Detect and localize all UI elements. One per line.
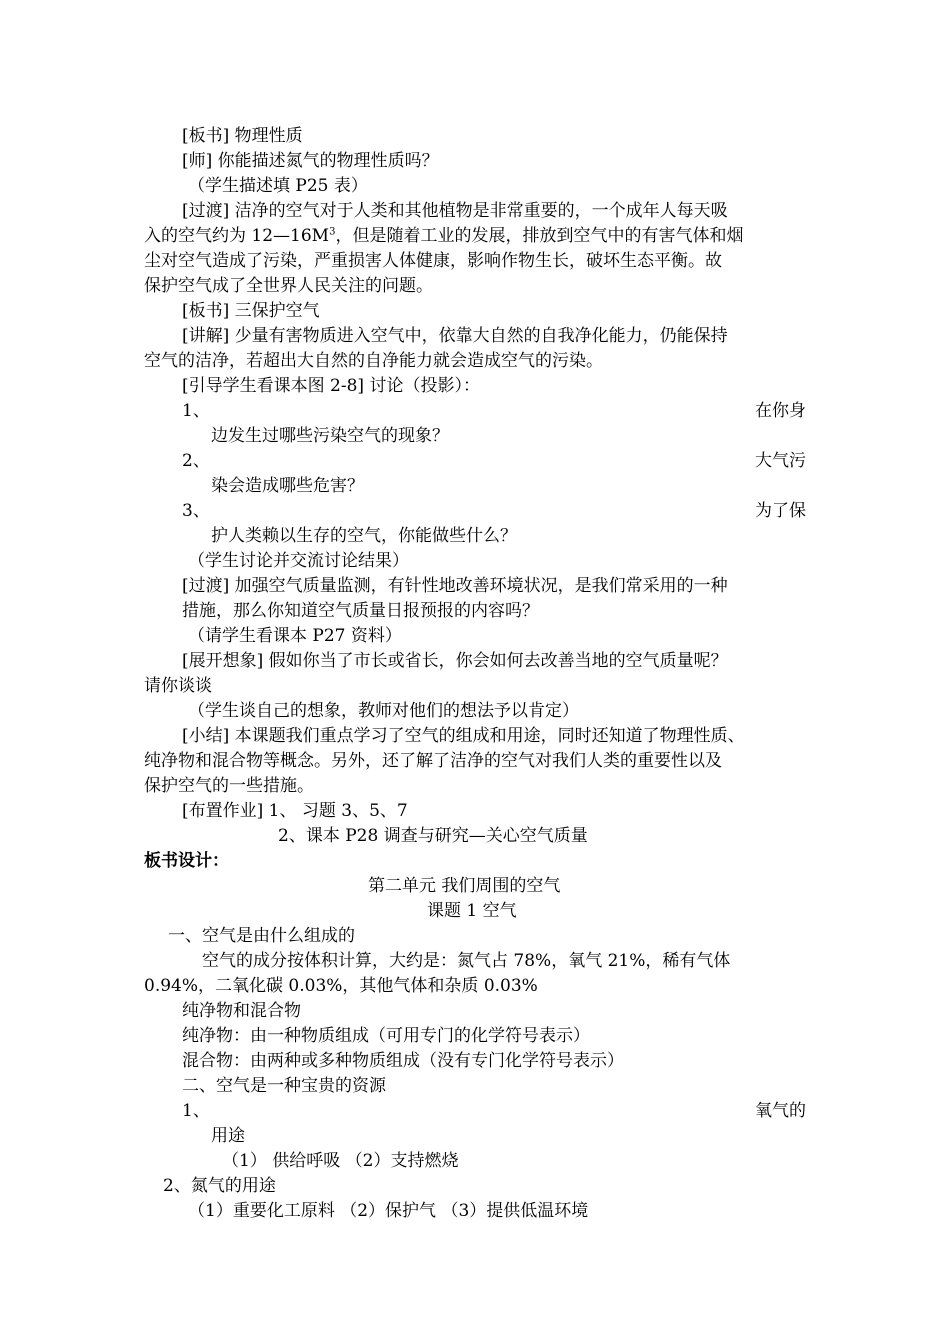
question-2-number: 2、 (182, 451, 210, 471)
explanation-line-2: 空气的洁净，若超出大自然的自净能力就会造成空气的污染。 (144, 351, 603, 371)
teacher-question: [师] 你能描述氮气的物理性质吗？ (182, 151, 439, 171)
oxygen-use-continuation: 用途 (211, 1126, 245, 1146)
transition-paragraph-line-3: 尘对空气造成了污染，严重损害人体健康，影响作物生长，破坏生态平衡。故 (144, 251, 722, 271)
nitrogen-use-heading: 2、氮气的用途 (163, 1176, 276, 1196)
summary-line-2: 纯净物和混合物等概念。另外，还了解了洁净的空气对我们人类的重要性以及 (144, 751, 722, 771)
summary-line-1: [小结] 本课题我们重点学习了空气的组成和用途，同时还知道了物理性质、 (182, 726, 745, 746)
oxygen-use-number: 1、 (182, 1101, 210, 1121)
question-3-number: 3、 (182, 501, 210, 521)
question-3-continuation: 护人类赖以生存的空气，你能做些什么？ (211, 526, 517, 546)
question-1-continuation: 边发生过哪些污染空气的现象？ (211, 426, 449, 446)
question-2-start: 大气污 (755, 451, 806, 471)
unit-title: 第二单元 我们周围的空气 (368, 876, 561, 896)
reading-note: （请学生看课本 P27 资料） (188, 626, 402, 646)
student-imagination-note: （学生谈自己的想象，教师对他们的想法予以肯定） (188, 701, 579, 721)
summary-line-3: 保护空气的一些措施。 (144, 776, 314, 796)
board-note-protect-air: [板书] 三保护空气 (182, 301, 320, 321)
mixture-definition: 混合物：由两种或多种物质组成（没有专门化学符号表示） (182, 1051, 624, 1071)
pure-and-mixture-heading: 纯净物和混合物 (182, 1001, 301, 1021)
transition-paragraph-line-2: 入的空气约为 $12—16M^3$，但是随着工业的发展，排放到空气中的有害气体和烟 (144, 226, 744, 246)
question-3-start: 为了保 (755, 501, 806, 521)
transition-paragraph-line-1: [过渡] 洁净的空气对于人类和其他植物是非常重要的，一个成年人每天吸 (182, 201, 728, 221)
explanation-line-1: [讲解] 少量有害物质进入空气中，依靠大自然的自我净化能力，仍能保持 (182, 326, 728, 346)
board-note-physical-properties: [板书] 物理性质 (182, 126, 303, 146)
lesson-title: 课题 1 空气 (427, 901, 517, 921)
discussion-prompt: [引导学生看课本图 2-8] 讨论（投影）： (182, 376, 480, 396)
question-2-continuation: 染会造成哪些危害？ (211, 476, 364, 496)
transition-2-line-1: [过渡] 加强空气质量监测，有针性地改善环境状况，是我们常采用的一种 (182, 576, 728, 596)
air-composition-line-1: 空气的成分按体积计算，大约是：氮气占 78%，氧气 21%，稀有气体 (202, 951, 731, 971)
oxygen-use-list: （1） 供给呼吸 （2）支持燃烧 (222, 1151, 459, 1171)
student-activity-note: （学生描述填 P25 表） (188, 176, 368, 196)
transition-2-line-2: 措施，那么你知道空气质量日报预报的内容吗？ (182, 601, 539, 621)
pure-substance-definition: 纯净物：由一种物质组成（可用专门的化学符号表示） (182, 1026, 590, 1046)
imagination-line-2: 请你谈谈 (144, 676, 212, 696)
homework-line-2: 2、课本 P28 调查与研究—关心空气质量 (278, 826, 588, 846)
section-2-heading: 二、空气是一种宝贵的资源 (182, 1076, 386, 1096)
question-1-start: 在你身 (755, 401, 806, 421)
homework-line-1: [布置作业] 1、 习题 3、5、7 (182, 801, 408, 821)
question-1-number: 1、 (182, 401, 210, 421)
board-design-heading: 板书设计： (144, 851, 229, 871)
section-1-heading: 一、空气是由什么组成的 (168, 926, 355, 946)
imagination-line-1: [展开想象] 假如你当了市长或省长，你会如何去改善当地的空气质量呢？ (182, 651, 728, 671)
nitrogen-use-list: （1）重要化工原料 （2）保护气 （3）提供低温环境 (188, 1201, 589, 1221)
transition-paragraph-line-4: 保护空气成了全世界人民关注的问题。 (144, 276, 433, 296)
air-composition-line-2: 0.94%，二氧化碳 0.03%，其他气体和杂质 0.03% (144, 976, 538, 996)
student-discussion-note: （学生讨论并交流讨论结果） (188, 551, 409, 571)
oxygen-use-start: 氧气的 (755, 1101, 806, 1121)
